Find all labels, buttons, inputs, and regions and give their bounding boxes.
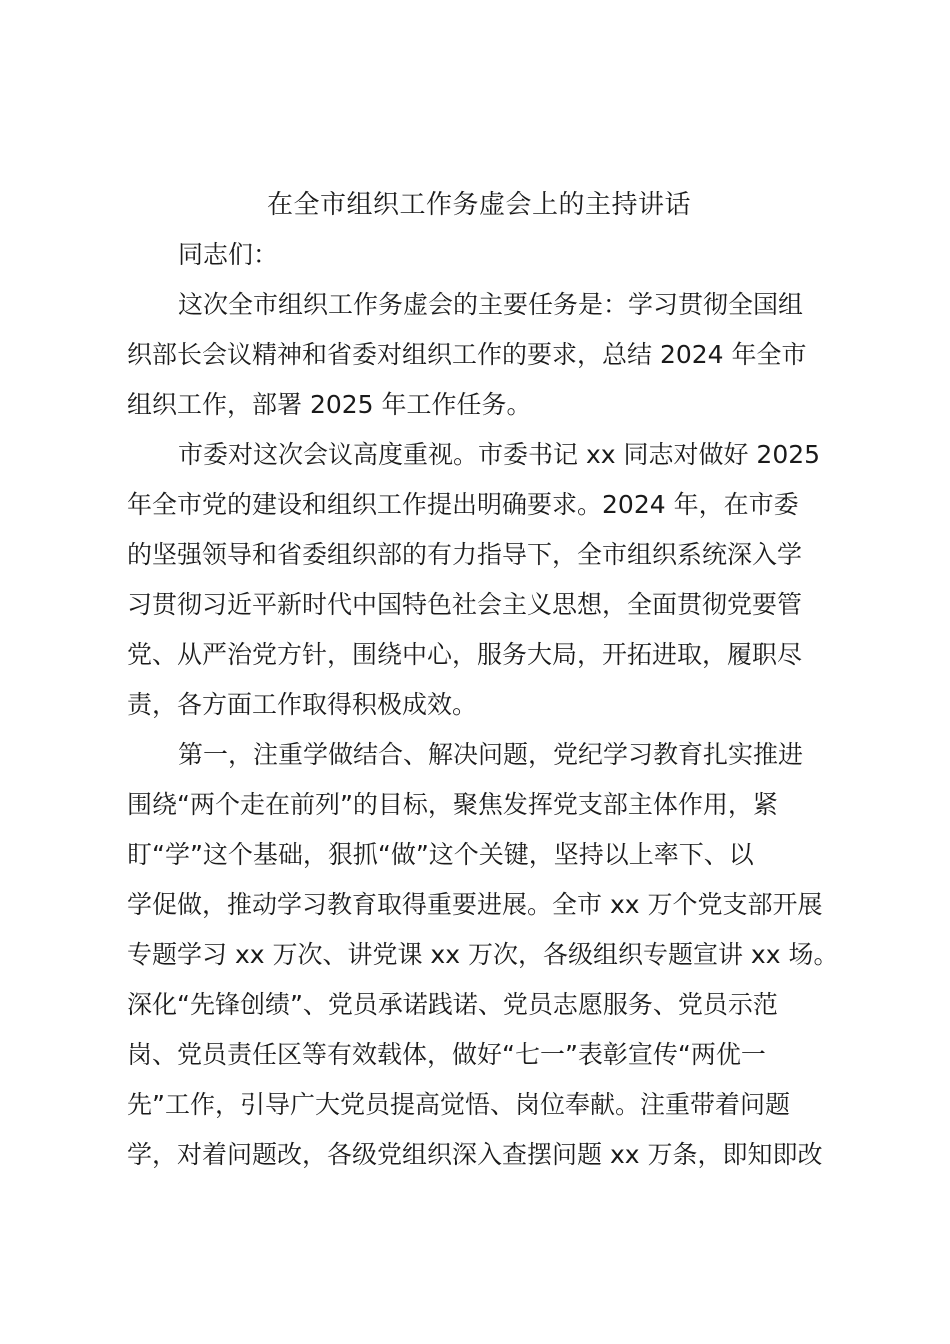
paragraph-3-line-4: 学促做，推动学习教育取得重要进展。全市 xx 万个党支部开展 xyxy=(127,890,823,919)
paragraph-1-line-1: 这次全市组织工作务虚会的主要任务是：学习贯彻全国组 xyxy=(178,290,804,319)
paragraph-3-line-1: 第一，注重学做结合、解决问题，党纪学习教育扎实推进 xyxy=(178,740,804,769)
paragraph-3-line-3: 盯“学”这个基础，狠抓“做”这个关键，坚持以上率下、以 xyxy=(127,840,754,869)
paragraph-2-line-6: 责，各方面工作取得积极成效。 xyxy=(127,690,478,719)
paragraph-2-line-4: 习贯彻习近平新时代中国特色社会主义思想，全面贯彻党要管 xyxy=(127,590,803,619)
paragraph-2-line-5: 党、从严治党方针，围绕中心，服务大局，开拓进取，履职尽 xyxy=(127,640,803,669)
salutation: 同志们： xyxy=(178,240,279,269)
paragraph-3-line-5: 专题学习 xx 万次、讲党课 xx 万次，各级组织专题宣讲 xx 场。 xyxy=(127,940,839,969)
paragraph-3-line-9: 学，对着问题改，各级党组织深入查摆问题 xx 万条，即知即改 xyxy=(127,1140,823,1169)
paragraph-3-line-2: 围绕“两个走在前列”的目标，聚焦发挥党支部主体作用，紧 xyxy=(127,790,778,819)
paragraph-1-line-3: 组织工作，部署 2025 年工作任务。 xyxy=(127,390,532,419)
paragraph-1-line-2: 织部长会议精神和省委对组织工作的要求，总结 2024 年全市 xyxy=(127,340,807,369)
paragraph-2-line-3: 的坚强领导和省委组织部的有力指导下，全市组织系统深入学 xyxy=(127,540,803,569)
paragraph-3-line-7: 岗、党员责任区等有效载体，做好“七一”表彰宣传“两优一 xyxy=(127,1040,766,1069)
paragraph-2-line-2: 年全市党的建设和组织工作提出明确要求。2024 年，在市委 xyxy=(127,490,799,519)
paragraph-2-line-1: 市委对这次会议高度重视。市委书记 xx 同志对做好 2025 xyxy=(178,440,821,469)
paragraph-3-line-8: 先”工作，引导广大党员提高觉悟、岗位奉献。注重带着问题 xyxy=(127,1090,790,1119)
document-title: 在全市组织工作务虚会上的主持讲话 xyxy=(266,190,691,220)
paragraph-3-line-6: 深化“先锋创绩”、党员承诺践诺、党员志愿服务、党员示范 xyxy=(127,990,778,1019)
